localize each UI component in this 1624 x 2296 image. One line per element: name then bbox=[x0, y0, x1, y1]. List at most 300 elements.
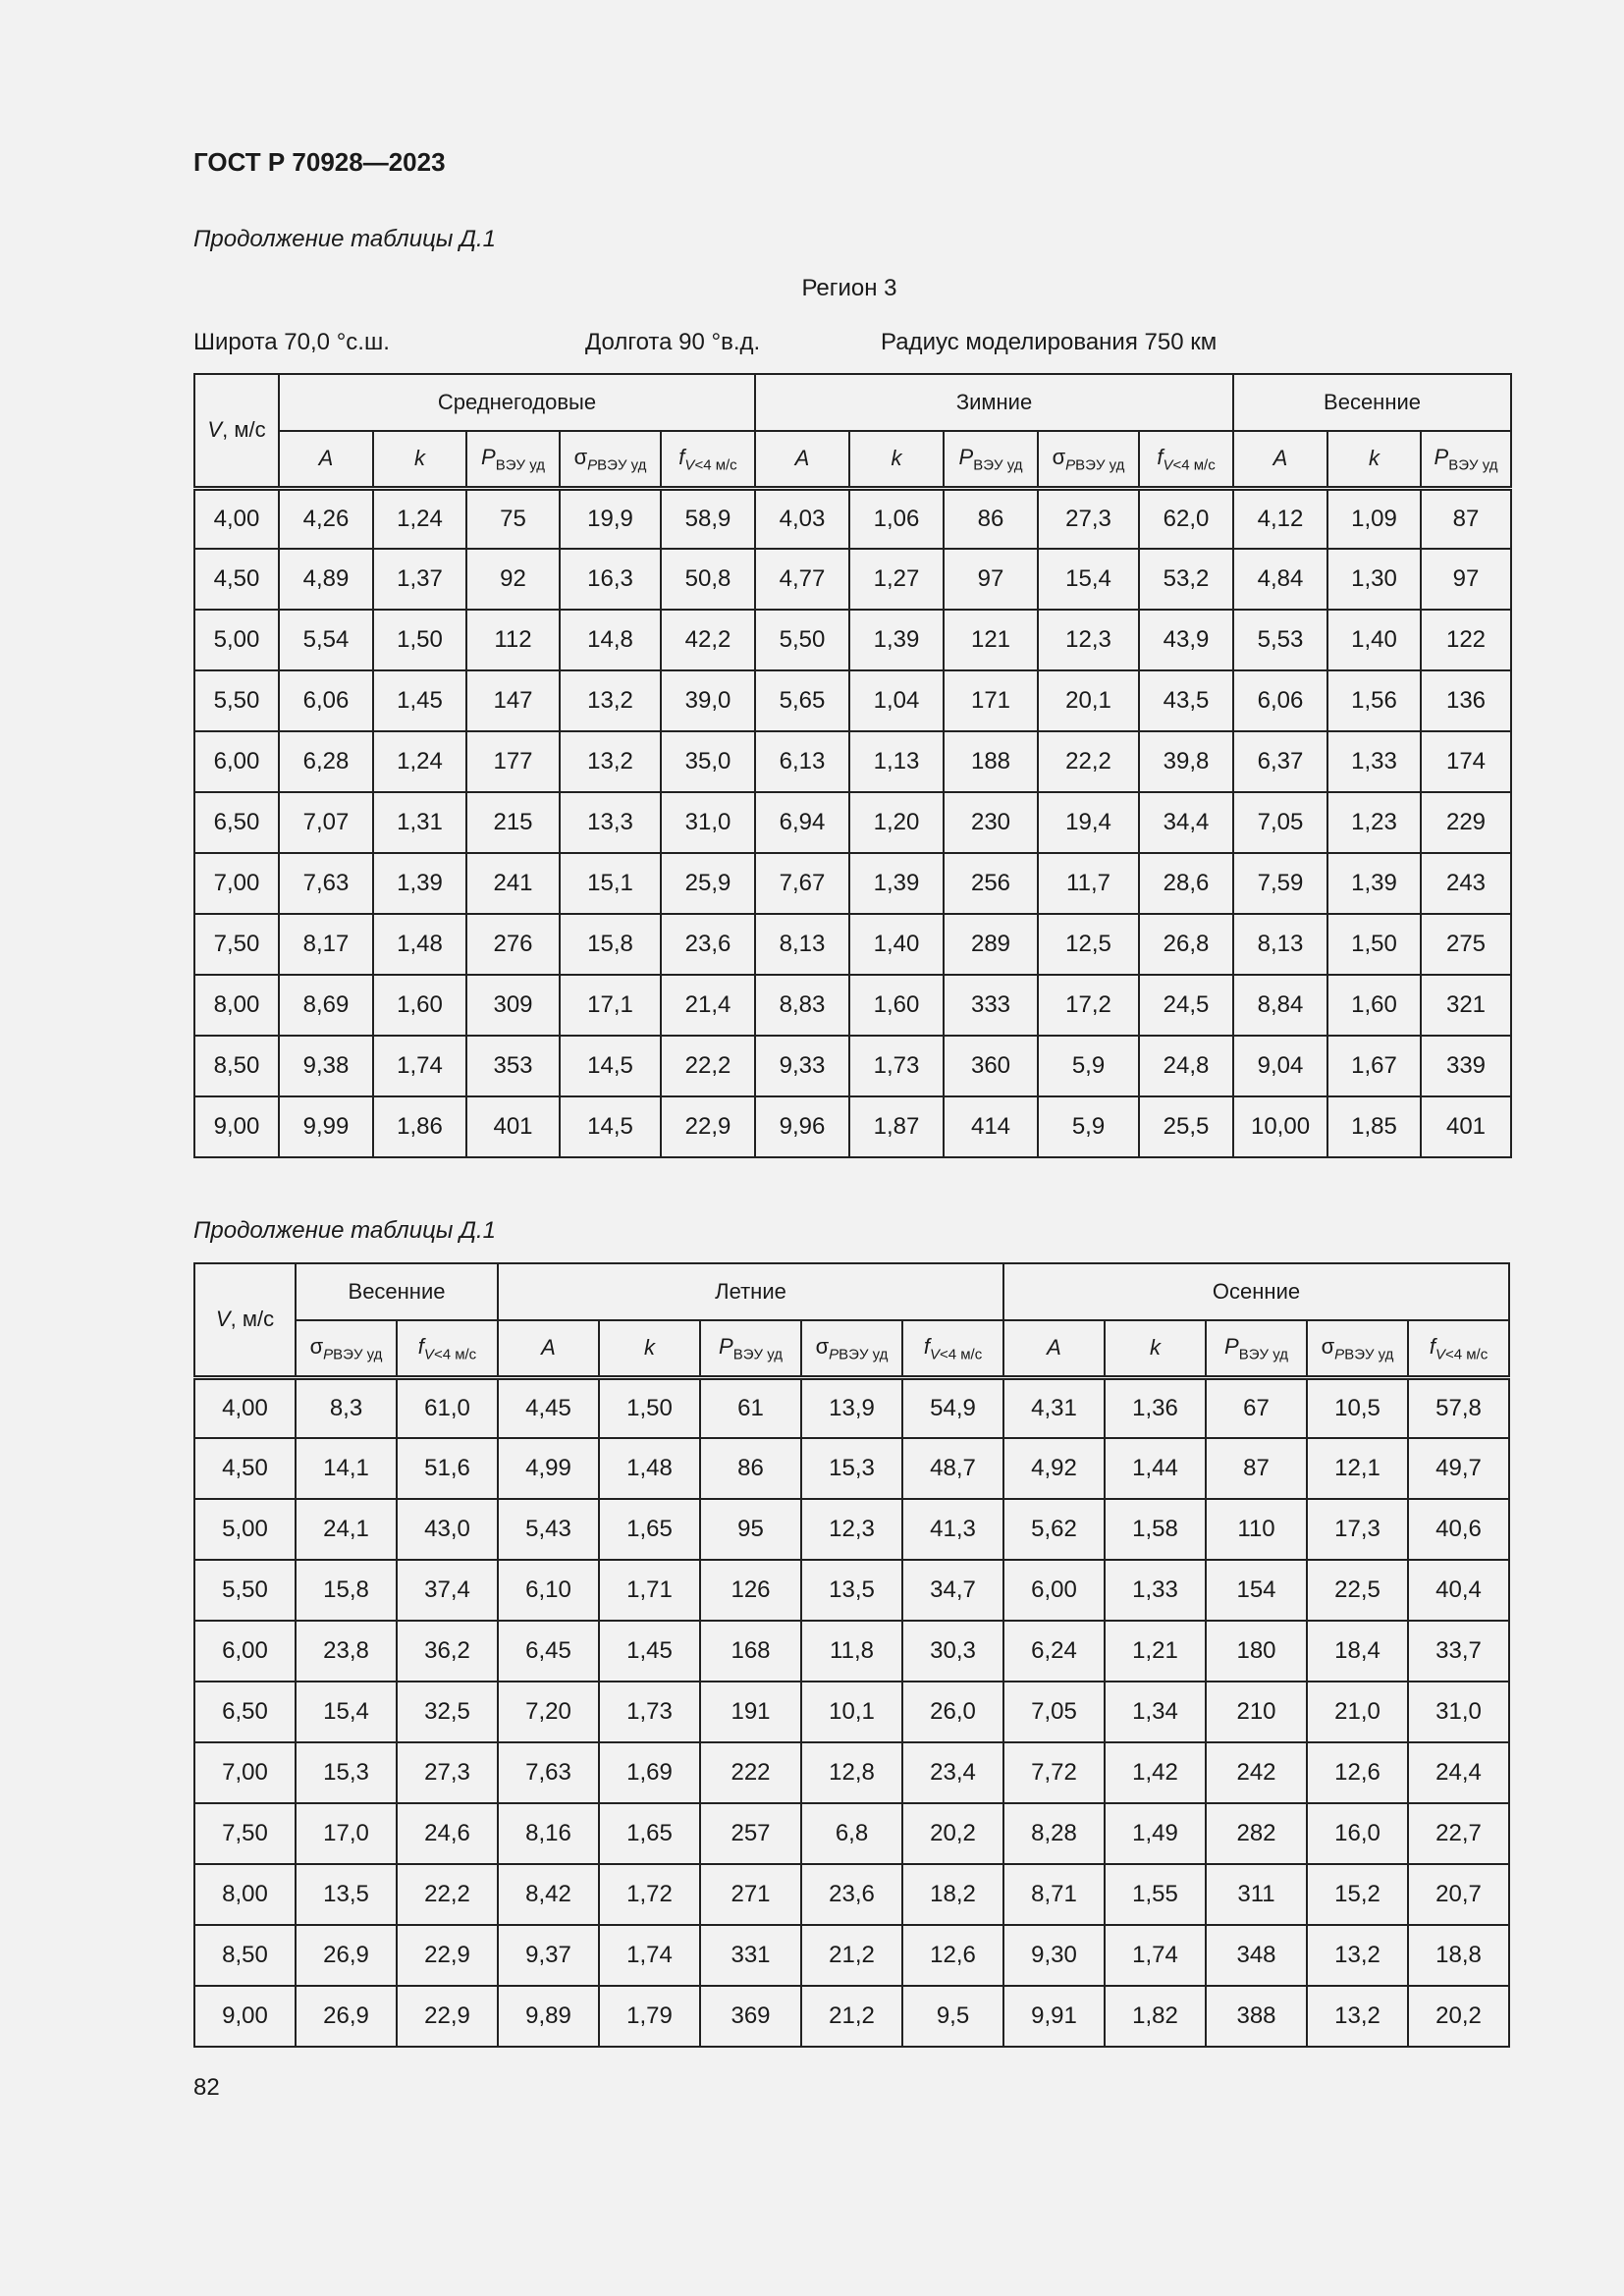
value-cell: 9,99 bbox=[279, 1096, 373, 1157]
value-cell: 1,72 bbox=[599, 1864, 700, 1925]
group-header: Зимние bbox=[755, 374, 1233, 431]
value-cell: 13,2 bbox=[560, 670, 661, 731]
col-k: k bbox=[849, 431, 944, 488]
value-cell: 1,30 bbox=[1327, 549, 1421, 610]
value-cell: 5,9 bbox=[1038, 1036, 1139, 1096]
region-title: Регион 3 bbox=[801, 275, 897, 301]
value-cell: 23,4 bbox=[902, 1742, 1003, 1803]
value-cell: 7,20 bbox=[498, 1682, 599, 1742]
speed-cell: 7,50 bbox=[194, 1803, 296, 1864]
value-cell: 22,5 bbox=[1307, 1560, 1408, 1621]
table-row bbox=[194, 1742, 1509, 1803]
value-cell: 17,3 bbox=[1307, 1499, 1408, 1560]
value-cell: 15,3 bbox=[296, 1742, 397, 1803]
speed-cell: 5,50 bbox=[194, 1560, 296, 1621]
speed-cell: 6,00 bbox=[194, 731, 279, 792]
col-A: A bbox=[279, 431, 373, 488]
value-cell: 13,2 bbox=[1307, 1986, 1408, 2047]
value-cell: 4,26 bbox=[279, 488, 373, 549]
value-cell: 1,85 bbox=[1327, 1096, 1421, 1157]
value-cell: 1,69 bbox=[599, 1742, 700, 1803]
value-cell: 388 bbox=[1206, 1986, 1307, 2047]
value-cell: 309 bbox=[466, 975, 560, 1036]
speed-cell: 6,50 bbox=[194, 1682, 296, 1742]
group-header: Весенние bbox=[296, 1263, 498, 1320]
value-cell: 9,91 bbox=[1003, 1986, 1105, 2047]
value-cell: 4,84 bbox=[1233, 549, 1327, 610]
value-cell: 110 bbox=[1206, 1499, 1307, 1560]
value-cell: 4,45 bbox=[498, 1377, 599, 1438]
value-cell: 8,28 bbox=[1003, 1803, 1105, 1864]
value-cell: 369 bbox=[700, 1986, 801, 2047]
value-cell: 6,37 bbox=[1233, 731, 1327, 792]
value-cell: 26,9 bbox=[296, 1925, 397, 1986]
group-header: Летние bbox=[498, 1263, 1003, 1320]
v-header: V, м/с bbox=[194, 374, 279, 488]
table-row bbox=[194, 1499, 1509, 1560]
speed-cell: 4,00 bbox=[194, 1377, 296, 1438]
value-cell: 12,6 bbox=[902, 1925, 1003, 1986]
value-cell: 17,2 bbox=[1038, 975, 1139, 1036]
value-cell: 4,77 bbox=[755, 549, 849, 610]
value-cell: 241 bbox=[466, 853, 560, 914]
value-cell: 8,3 bbox=[296, 1377, 397, 1438]
col-f: $f_{V<4 м/с}$ bbox=[902, 1320, 1003, 1377]
value-cell: 1,74 bbox=[599, 1925, 700, 1986]
value-cell: 1,60 bbox=[373, 975, 466, 1036]
value-cell: 41,3 bbox=[902, 1499, 1003, 1560]
value-cell: 210 bbox=[1206, 1682, 1307, 1742]
value-cell: 26,8 bbox=[1139, 914, 1233, 975]
value-cell: 31,0 bbox=[661, 792, 755, 853]
value-cell: 9,37 bbox=[498, 1925, 599, 1986]
value-cell: 1,33 bbox=[1105, 1560, 1206, 1621]
value-cell: 20,7 bbox=[1408, 1864, 1509, 1925]
col-f: $f_{V<4 м/с}$ bbox=[661, 431, 755, 488]
value-cell: 9,96 bbox=[755, 1096, 849, 1157]
value-cell: 275 bbox=[1421, 914, 1511, 975]
col-P: $P_{ВЭУ уд}$ bbox=[466, 431, 560, 488]
value-cell: 9,33 bbox=[755, 1036, 849, 1096]
col-sigma: $\sigma_{PВЭУ уд}$ bbox=[801, 1320, 902, 1377]
value-cell: 9,5 bbox=[902, 1986, 1003, 2047]
value-cell: 6,45 bbox=[498, 1621, 599, 1682]
value-cell: 1,20 bbox=[849, 792, 944, 853]
value-cell: 230 bbox=[944, 792, 1038, 853]
value-cell: 24,8 bbox=[1139, 1036, 1233, 1096]
table-row bbox=[194, 1621, 1509, 1682]
speed-cell: 9,00 bbox=[194, 1986, 296, 2047]
value-cell: 22,9 bbox=[397, 1925, 498, 1986]
wind-table-2 bbox=[193, 1262, 1510, 2048]
value-cell: 191 bbox=[700, 1682, 801, 1742]
value-cell: 1,27 bbox=[849, 549, 944, 610]
value-cell: 321 bbox=[1421, 975, 1511, 1036]
value-cell: 1,74 bbox=[373, 1036, 466, 1096]
table-row bbox=[194, 1682, 1509, 1742]
value-cell: 32,5 bbox=[397, 1682, 498, 1742]
value-cell: 14,8 bbox=[560, 610, 661, 670]
speed-cell: 5,00 bbox=[194, 1499, 296, 1560]
value-cell: 92 bbox=[466, 549, 560, 610]
value-cell: 21,2 bbox=[801, 1925, 902, 1986]
value-cell: 7,67 bbox=[755, 853, 849, 914]
value-cell: 229 bbox=[1421, 792, 1511, 853]
value-cell: 12,8 bbox=[801, 1742, 902, 1803]
value-cell: 1,48 bbox=[373, 914, 466, 975]
value-cell: 18,4 bbox=[1307, 1621, 1408, 1682]
col-A: A bbox=[1233, 431, 1327, 488]
value-cell: 86 bbox=[944, 488, 1038, 549]
value-cell: 6,28 bbox=[279, 731, 373, 792]
value-cell: 7,63 bbox=[279, 853, 373, 914]
speed-cell: 4,50 bbox=[194, 1438, 296, 1499]
v-unit: , м/с bbox=[230, 1307, 275, 1332]
value-cell: 1,31 bbox=[373, 792, 466, 853]
speed-cell: 6,50 bbox=[194, 792, 279, 853]
value-cell: 37,4 bbox=[397, 1560, 498, 1621]
value-cell: 26,9 bbox=[296, 1986, 397, 2047]
value-cell: 256 bbox=[944, 853, 1038, 914]
table-row bbox=[194, 975, 1511, 1036]
value-cell: 22,7 bbox=[1408, 1803, 1509, 1864]
value-cell: 11,8 bbox=[801, 1621, 902, 1682]
value-cell: 1,50 bbox=[373, 610, 466, 670]
value-cell: 222 bbox=[700, 1742, 801, 1803]
value-cell: 360 bbox=[944, 1036, 1038, 1096]
table-row bbox=[194, 670, 1511, 731]
document-code: ГОСТ Р 70928—2023 bbox=[193, 147, 446, 177]
value-cell: 23,8 bbox=[296, 1621, 397, 1682]
value-cell: 1,42 bbox=[1105, 1742, 1206, 1803]
value-cell: 353 bbox=[466, 1036, 560, 1096]
value-cell: 1,13 bbox=[849, 731, 944, 792]
value-cell: 1,49 bbox=[1105, 1803, 1206, 1864]
value-cell: 1,24 bbox=[373, 488, 466, 549]
value-cell: 49,7 bbox=[1408, 1438, 1509, 1499]
value-cell: 1,50 bbox=[599, 1377, 700, 1438]
value-cell: 7,05 bbox=[1003, 1682, 1105, 1742]
value-cell: 30,3 bbox=[902, 1621, 1003, 1682]
col-A: A bbox=[1003, 1320, 1105, 1377]
table-row bbox=[194, 914, 1511, 975]
value-cell: 75 bbox=[466, 488, 560, 549]
value-cell: 87 bbox=[1206, 1438, 1307, 1499]
value-cell: 48,7 bbox=[902, 1438, 1003, 1499]
value-cell: 22,9 bbox=[397, 1986, 498, 2047]
value-cell: 15,3 bbox=[801, 1438, 902, 1499]
wind-table-1 bbox=[193, 373, 1512, 1158]
value-cell: 20,1 bbox=[1038, 670, 1139, 731]
value-cell: 1,60 bbox=[849, 975, 944, 1036]
speed-cell: 6,00 bbox=[194, 1621, 296, 1682]
value-cell: 8,83 bbox=[755, 975, 849, 1036]
value-cell: 6,00 bbox=[1003, 1560, 1105, 1621]
value-cell: 6,24 bbox=[1003, 1621, 1105, 1682]
value-cell: 15,1 bbox=[560, 853, 661, 914]
value-cell: 8,16 bbox=[498, 1803, 599, 1864]
value-cell: 15,2 bbox=[1307, 1864, 1408, 1925]
table1-body bbox=[194, 488, 1511, 1157]
value-cell: 19,4 bbox=[1038, 792, 1139, 853]
value-cell: 1,44 bbox=[1105, 1438, 1206, 1499]
value-cell: 9,04 bbox=[1233, 1036, 1327, 1096]
v-header: V, м/с bbox=[194, 1263, 296, 1377]
speed-cell: 7,00 bbox=[194, 1742, 296, 1803]
col-P: $P_{ВЭУ уд}$ bbox=[700, 1320, 801, 1377]
value-cell: 215 bbox=[466, 792, 560, 853]
col-k: k bbox=[1105, 1320, 1206, 1377]
value-cell: 25,5 bbox=[1139, 1096, 1233, 1157]
value-cell: 5,53 bbox=[1233, 610, 1327, 670]
value-cell: 1,65 bbox=[599, 1499, 700, 1560]
value-cell: 35,0 bbox=[661, 731, 755, 792]
value-cell: 67 bbox=[1206, 1377, 1307, 1438]
value-cell: 17,0 bbox=[296, 1803, 397, 1864]
value-cell: 54,9 bbox=[902, 1377, 1003, 1438]
value-cell: 180 bbox=[1206, 1621, 1307, 1682]
value-cell: 15,4 bbox=[1038, 549, 1139, 610]
col-sigma: $\sigma_{PВЭУ уд}$ bbox=[560, 431, 661, 488]
value-cell: 1,40 bbox=[849, 914, 944, 975]
value-cell: 282 bbox=[1206, 1803, 1307, 1864]
value-cell: 13,9 bbox=[801, 1377, 902, 1438]
value-cell: 62,0 bbox=[1139, 488, 1233, 549]
value-cell: 97 bbox=[1421, 549, 1511, 610]
value-cell: 1,71 bbox=[599, 1560, 700, 1621]
value-cell: 34,4 bbox=[1139, 792, 1233, 853]
value-cell: 8,13 bbox=[755, 914, 849, 975]
value-cell: 1,39 bbox=[849, 853, 944, 914]
value-cell: 27,3 bbox=[1038, 488, 1139, 549]
value-cell: 1,23 bbox=[1327, 792, 1421, 853]
speed-cell: 8,00 bbox=[194, 975, 279, 1036]
speed-cell: 9,00 bbox=[194, 1096, 279, 1157]
value-cell: 8,71 bbox=[1003, 1864, 1105, 1925]
radius-label: Радиус моделирования 750 км bbox=[881, 329, 1218, 355]
value-cell: 4,12 bbox=[1233, 488, 1327, 549]
value-cell: 1,45 bbox=[599, 1621, 700, 1682]
value-cell: 61,0 bbox=[397, 1377, 498, 1438]
value-cell: 34,7 bbox=[902, 1560, 1003, 1621]
value-cell: 1,48 bbox=[599, 1438, 700, 1499]
table2-body bbox=[194, 1377, 1509, 2047]
table-row bbox=[194, 1925, 1509, 1986]
value-cell: 6,13 bbox=[755, 731, 849, 792]
table-row bbox=[194, 549, 1511, 610]
value-cell: 61 bbox=[700, 1377, 801, 1438]
col-sigma: $\sigma_{PВЭУ уд}$ bbox=[1307, 1320, 1408, 1377]
col-k: k bbox=[599, 1320, 700, 1377]
value-cell: 257 bbox=[700, 1803, 801, 1864]
value-cell: 401 bbox=[466, 1096, 560, 1157]
latitude-label: Широта 70,0 °с.ш. bbox=[193, 329, 390, 355]
value-cell: 15,8 bbox=[296, 1560, 397, 1621]
value-cell: 9,89 bbox=[498, 1986, 599, 2047]
value-cell: 27,3 bbox=[397, 1742, 498, 1803]
value-cell: 23,6 bbox=[661, 914, 755, 975]
value-cell: 5,54 bbox=[279, 610, 373, 670]
value-cell: 21,4 bbox=[661, 975, 755, 1036]
col-P: $P_{ВЭУ уд}$ bbox=[1206, 1320, 1307, 1377]
table1-caption: Продолжение таблицы Д.1 bbox=[193, 226, 497, 252]
value-cell: 1,79 bbox=[599, 1986, 700, 2047]
value-cell: 15,4 bbox=[296, 1682, 397, 1742]
value-cell: 121 bbox=[944, 610, 1038, 670]
value-cell: 1,74 bbox=[1105, 1925, 1206, 1986]
value-cell: 53,2 bbox=[1139, 549, 1233, 610]
value-cell: 177 bbox=[466, 731, 560, 792]
value-cell: 39,0 bbox=[661, 670, 755, 731]
value-cell: 5,43 bbox=[498, 1499, 599, 1560]
value-cell: 21,0 bbox=[1307, 1682, 1408, 1742]
value-cell: 13,3 bbox=[560, 792, 661, 853]
value-cell: 414 bbox=[944, 1096, 1038, 1157]
table-row bbox=[194, 1036, 1511, 1096]
col-sigma: $\sigma_{PВЭУ уд}$ bbox=[296, 1320, 397, 1377]
value-cell: 7,07 bbox=[279, 792, 373, 853]
value-cell: 1,50 bbox=[1327, 914, 1421, 975]
col-f: $f_{V<4 м/с}$ bbox=[1139, 431, 1233, 488]
value-cell: 401 bbox=[1421, 1096, 1511, 1157]
value-cell: 31,0 bbox=[1408, 1682, 1509, 1742]
value-cell: 1,65 bbox=[599, 1803, 700, 1864]
speed-cell: 4,00 bbox=[194, 488, 279, 549]
table-row bbox=[194, 853, 1511, 914]
value-cell: 43,5 bbox=[1139, 670, 1233, 731]
value-cell: 1,33 bbox=[1327, 731, 1421, 792]
value-cell: 174 bbox=[1421, 731, 1511, 792]
table-row bbox=[194, 792, 1511, 853]
value-cell: 5,50 bbox=[755, 610, 849, 670]
value-cell: 26,0 bbox=[902, 1682, 1003, 1742]
speed-cell: 5,50 bbox=[194, 670, 279, 731]
speed-cell: 8,00 bbox=[194, 1864, 296, 1925]
value-cell: 1,37 bbox=[373, 549, 466, 610]
value-cell: 276 bbox=[466, 914, 560, 975]
value-cell: 5,9 bbox=[1038, 1096, 1139, 1157]
value-cell: 21,2 bbox=[801, 1986, 902, 2047]
value-cell: 57,8 bbox=[1408, 1377, 1509, 1438]
value-cell: 39,8 bbox=[1139, 731, 1233, 792]
value-cell: 154 bbox=[1206, 1560, 1307, 1621]
value-cell: 4,03 bbox=[755, 488, 849, 549]
value-cell: 10,1 bbox=[801, 1682, 902, 1742]
value-cell: 28,6 bbox=[1139, 853, 1233, 914]
value-cell: 15,8 bbox=[560, 914, 661, 975]
value-cell: 10,00 bbox=[1233, 1096, 1327, 1157]
table-row bbox=[194, 1438, 1509, 1499]
value-cell: 1,39 bbox=[849, 610, 944, 670]
value-cell: 87 bbox=[1421, 488, 1511, 549]
value-cell: 17,1 bbox=[560, 975, 661, 1036]
group-header: Среднегодовые bbox=[279, 374, 755, 431]
value-cell: 33,7 bbox=[1408, 1621, 1509, 1682]
table-row bbox=[194, 731, 1511, 792]
value-cell: 13,2 bbox=[1307, 1925, 1408, 1986]
value-cell: 126 bbox=[700, 1560, 801, 1621]
value-cell: 1,67 bbox=[1327, 1036, 1421, 1096]
value-cell: 36,2 bbox=[397, 1621, 498, 1682]
value-cell: 1,39 bbox=[1327, 853, 1421, 914]
value-cell: 42,2 bbox=[661, 610, 755, 670]
value-cell: 58,9 bbox=[661, 488, 755, 549]
value-cell: 9,30 bbox=[1003, 1925, 1105, 1986]
value-cell: 43,9 bbox=[1139, 610, 1233, 670]
col-f: $f_{V<4 м/с}$ bbox=[1408, 1320, 1509, 1377]
value-cell: 1,40 bbox=[1327, 610, 1421, 670]
value-cell: 20,2 bbox=[902, 1803, 1003, 1864]
value-cell: 12,1 bbox=[1307, 1438, 1408, 1499]
value-cell: 7,59 bbox=[1233, 853, 1327, 914]
value-cell: 271 bbox=[700, 1864, 801, 1925]
value-cell: 136 bbox=[1421, 670, 1511, 731]
value-cell: 339 bbox=[1421, 1036, 1511, 1096]
value-cell: 1,55 bbox=[1105, 1864, 1206, 1925]
value-cell: 6,06 bbox=[1233, 670, 1327, 731]
value-cell: 18,2 bbox=[902, 1864, 1003, 1925]
value-cell: 40,4 bbox=[1408, 1560, 1509, 1621]
group-header: Весенние bbox=[1233, 374, 1511, 431]
value-cell: 22,2 bbox=[661, 1036, 755, 1096]
longitude-label: Долгота 90 °в.д. bbox=[585, 329, 761, 355]
value-cell: 8,84 bbox=[1233, 975, 1327, 1036]
v-unit: , м/с bbox=[222, 417, 266, 443]
speed-cell: 8,50 bbox=[194, 1925, 296, 1986]
value-cell: 1,09 bbox=[1327, 488, 1421, 549]
value-cell: 1,36 bbox=[1105, 1377, 1206, 1438]
table-row bbox=[194, 1803, 1509, 1864]
value-cell: 7,72 bbox=[1003, 1742, 1105, 1803]
value-cell: 14,5 bbox=[560, 1096, 661, 1157]
col-sigma: $\sigma_{PВЭУ уд}$ bbox=[1038, 431, 1139, 488]
value-cell: 6,94 bbox=[755, 792, 849, 853]
value-cell: 18,8 bbox=[1408, 1925, 1509, 1986]
value-cell: 97 bbox=[944, 549, 1038, 610]
value-cell: 24,6 bbox=[397, 1803, 498, 1864]
value-cell: 22,9 bbox=[661, 1096, 755, 1157]
value-cell: 168 bbox=[700, 1621, 801, 1682]
value-cell: 5,62 bbox=[1003, 1499, 1105, 1560]
value-cell: 1,21 bbox=[1105, 1621, 1206, 1682]
value-cell: 1,56 bbox=[1327, 670, 1421, 731]
value-cell: 8,69 bbox=[279, 975, 373, 1036]
value-cell: 242 bbox=[1206, 1742, 1307, 1803]
value-cell: 25,9 bbox=[661, 853, 755, 914]
value-cell: 6,10 bbox=[498, 1560, 599, 1621]
value-cell: 1,34 bbox=[1105, 1682, 1206, 1742]
value-cell: 9,38 bbox=[279, 1036, 373, 1096]
speed-cell: 8,50 bbox=[194, 1036, 279, 1096]
value-cell: 122 bbox=[1421, 610, 1511, 670]
value-cell: 112 bbox=[466, 610, 560, 670]
value-cell: 22,2 bbox=[1038, 731, 1139, 792]
value-cell: 20,2 bbox=[1408, 1986, 1509, 2047]
value-cell: 1,73 bbox=[599, 1682, 700, 1742]
value-cell: 1,06 bbox=[849, 488, 944, 549]
col-k: k bbox=[1327, 431, 1421, 488]
table-row bbox=[194, 1986, 1509, 2047]
value-cell: 1,04 bbox=[849, 670, 944, 731]
value-cell: 1,45 bbox=[373, 670, 466, 731]
value-cell: 6,06 bbox=[279, 670, 373, 731]
value-cell: 1,60 bbox=[1327, 975, 1421, 1036]
value-cell: 4,31 bbox=[1003, 1377, 1105, 1438]
group-header: Осенние bbox=[1003, 1263, 1509, 1320]
value-cell: 333 bbox=[944, 975, 1038, 1036]
value-cell: 8,17 bbox=[279, 914, 373, 975]
value-cell: 11,7 bbox=[1038, 853, 1139, 914]
